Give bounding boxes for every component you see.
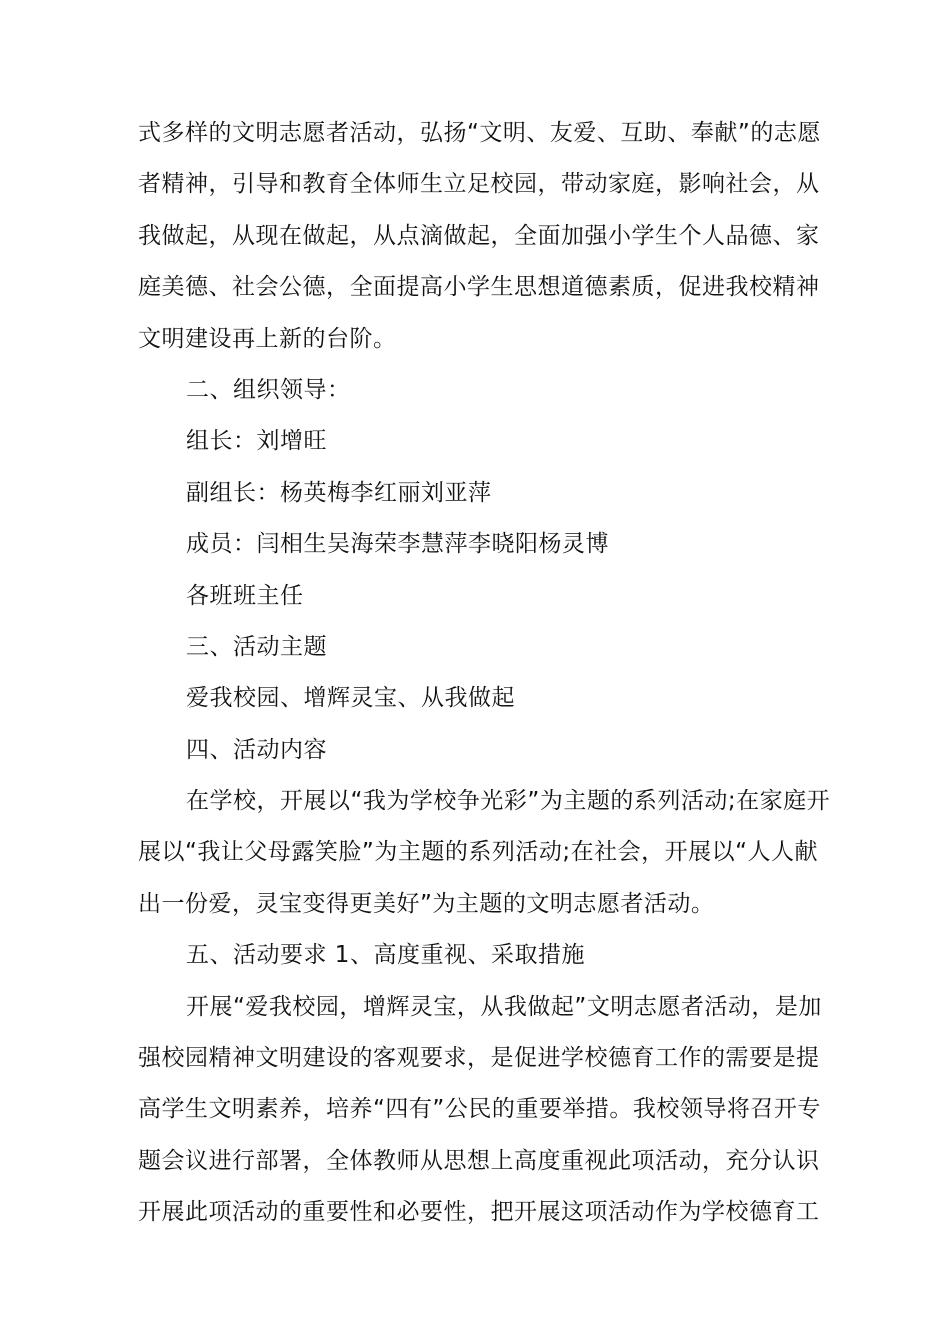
text-line: 二、组织领导： xyxy=(186,376,351,403)
text-line: 高学生文明素养，培养“四有”公民的重要举措。我校领导将召开专 xyxy=(138,1096,821,1123)
text-line: 四、活动内容 xyxy=(186,736,327,763)
text-line: 展以“我让父母露笑脸”为主题的系列活动;在社会，开展以“人人献 xyxy=(138,839,818,866)
text-line: 开展“爱我校园，增辉灵宝，从我做起”文明志愿者活动，是加 xyxy=(186,993,822,1020)
text-line: 在学校，开展以“我为学校争光彩”为主题的系列活动;在家庭开 xyxy=(186,788,831,815)
text-line: 组长：刘增旺 xyxy=(186,428,327,455)
text-line: 强校园精神文明建设的客观要求，是促进学校德育工作的需要是提 xyxy=(138,1045,820,1072)
text-line: 各班班主任 xyxy=(186,582,304,609)
text-line: 庭美德、社会公德，全面提高小学生思想道德素质，促进我校精神 xyxy=(138,274,820,301)
text-line: 我做起，从现在做起，从点滴做起，全面加强小学生个人品德、家 xyxy=(138,222,820,249)
text-line: 文明建设再上新的台阶。 xyxy=(138,325,397,352)
text-line: 爱我校园、增辉灵宝、从我做起 xyxy=(186,685,515,712)
text-line: 开展此项活动的重要性和必要性，把开展这项活动作为学校德育工 xyxy=(138,1199,820,1226)
text-line: 者精神，引导和教育全体师生立足校园，带动家庭，影响社会，从 xyxy=(138,171,820,198)
text-line: 成员：闫相生吴海荣李慧萍李晓阳杨灵博 xyxy=(186,531,609,558)
document-body xyxy=(138,108,831,1239)
text-line: 题会议进行部署，全体教师从思想上高度重视此项活动，充分认识 xyxy=(138,1147,820,1174)
text-line: 式多样的文明志愿者活动，弘扬“文明、友爱、互助、奉献”的志愿 xyxy=(138,120,821,146)
text-line: 出一份爱，灵宝变得更美好”为主题的文明志愿者活动。 xyxy=(138,890,715,917)
text-line: 五、活动要求 1、高度重视、采取措施 xyxy=(186,942,585,969)
text-line: 副组长：杨英梅李红丽刘亚萍 xyxy=(186,479,492,506)
text-line: 三、活动主题 xyxy=(186,633,327,660)
